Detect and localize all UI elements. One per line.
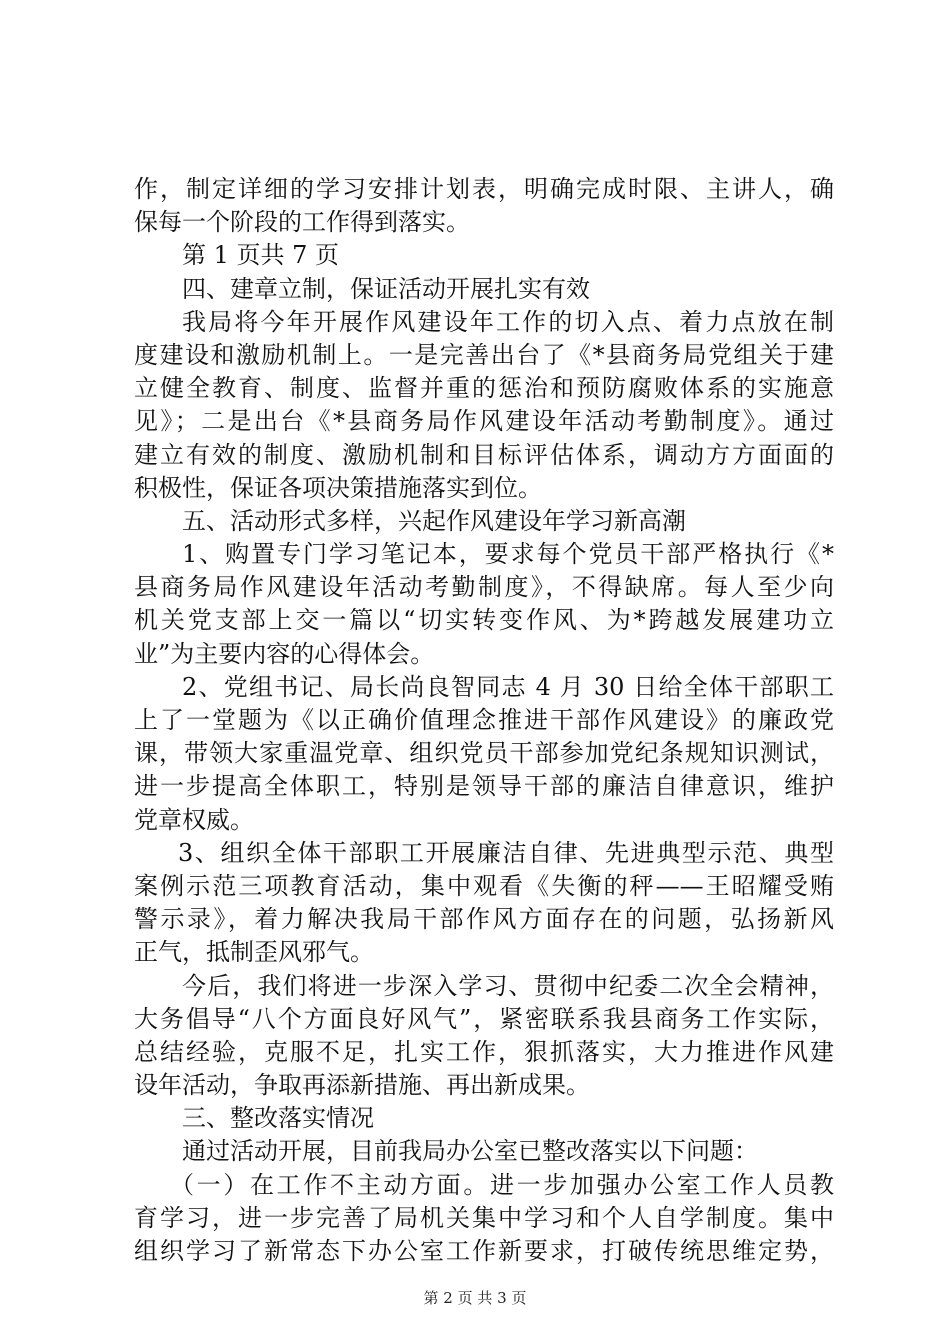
text-line: 1、购置专门学习笔记本，要求每个党员干部严格执行《* — [182, 540, 834, 569]
text-line: 课，带领大家重温党章、组织党员干部参加党纪条规知识测试， — [134, 739, 834, 768]
text-line: 组织学习了新常态下办公室工作新要求，打破传统思维定势， — [134, 1237, 834, 1265]
text-line: 进一步提高全体职工，特别是领导干部的廉洁自律意识，维护 — [134, 772, 834, 801]
text-line: 设年活动，争取再添新措施、再出新成果。 — [134, 1071, 590, 1100]
text-line: 保每一个阶段的工作得到落实。 — [134, 208, 470, 237]
text-line: 建立有效的制度、激励机制和目标评估体系，调动方方面面的 — [134, 440, 834, 469]
text-line: 作，制定详细的学习安排计划表，明确完成时限、主讲人，确 — [134, 175, 834, 203]
text-line: 业”为主要内容的心得体会。 — [134, 639, 435, 668]
text-line: 2、党组书记、局长尚良智同志 4 月 30 日给全体干部职工 — [182, 672, 834, 701]
text-line: 总结经验，克服不足，扎实工作，狠抓落实，大力推进作风建 — [134, 1037, 834, 1066]
text-line: 育学习，进一步完善了局机关集中学习和个人自学制度。集中 — [134, 1203, 834, 1232]
text-line: 通过活动开展，目前我局办公室已整改落实以下问题： — [182, 1137, 758, 1166]
text-line: 今后，我们将进一步深入学习、贯彻中纪委二次全会精神， — [182, 971, 834, 1000]
page-footer: 第 2 页 共 3 页 — [423, 1289, 527, 1307]
text-line: 度建设和激励机制上。一是完善出台了《*县商务局党组关于建 — [134, 340, 834, 369]
text-line: 正气，抵制歪风邪气。 — [134, 938, 374, 967]
text-line: 四、建章立制，保证活动开展扎实有效 — [182, 274, 590, 303]
text-line: （一）在工作不主动方面。进一步加强办公室工作人员教 — [170, 1170, 834, 1199]
text-line: 案例示范三项教育活动，集中观看《失衡的秤——王昭耀受贿 — [134, 871, 834, 900]
text-line: 积极性，保证各项决策措施落实到位。 — [134, 473, 542, 502]
text-line: 上了一堂题为《以正确价值理念推进干部作风建设》的廉政党 — [134, 706, 834, 734]
text-line: 我局将今年开展作风建设年工作的切入点、着力点放在制 — [182, 307, 834, 336]
text-line: 县商务局作风建设年活动考勤制度》，不得缺席。每人至少向 — [134, 573, 834, 602]
text-line: 立健全教育、制度、监督并重的惩治和预防腐败体系的实施意 — [134, 374, 834, 403]
text-line: 大务倡导“八个方面良好风气”，紧密联系我县商务工作实际， — [134, 1004, 834, 1033]
text-line: 三、整改落实情况 — [182, 1104, 374, 1133]
text-line: 见》；二是出台《*县商务局作风建设年活动考勤制度》。通过 — [134, 407, 834, 436]
text-line: 机关党支部上交一篇以“切实转变作风、为*跨越发展建功立 — [134, 606, 834, 635]
text-line: 警示录》，着力解决我局干部作风方面存在的问题，弘扬新风 — [134, 905, 834, 934]
text-line: 党章权威。 — [134, 805, 254, 834]
text-line: 第 1 页共 7 页 — [182, 241, 340, 270]
document-body — [134, 173, 834, 1268]
text-line: 3、组织全体干部职工开展廉洁自律、先进典型示范、典型 — [178, 838, 834, 867]
text-line: 五、活动形式多样，兴起作风建设年学习新高潮 — [182, 506, 686, 535]
